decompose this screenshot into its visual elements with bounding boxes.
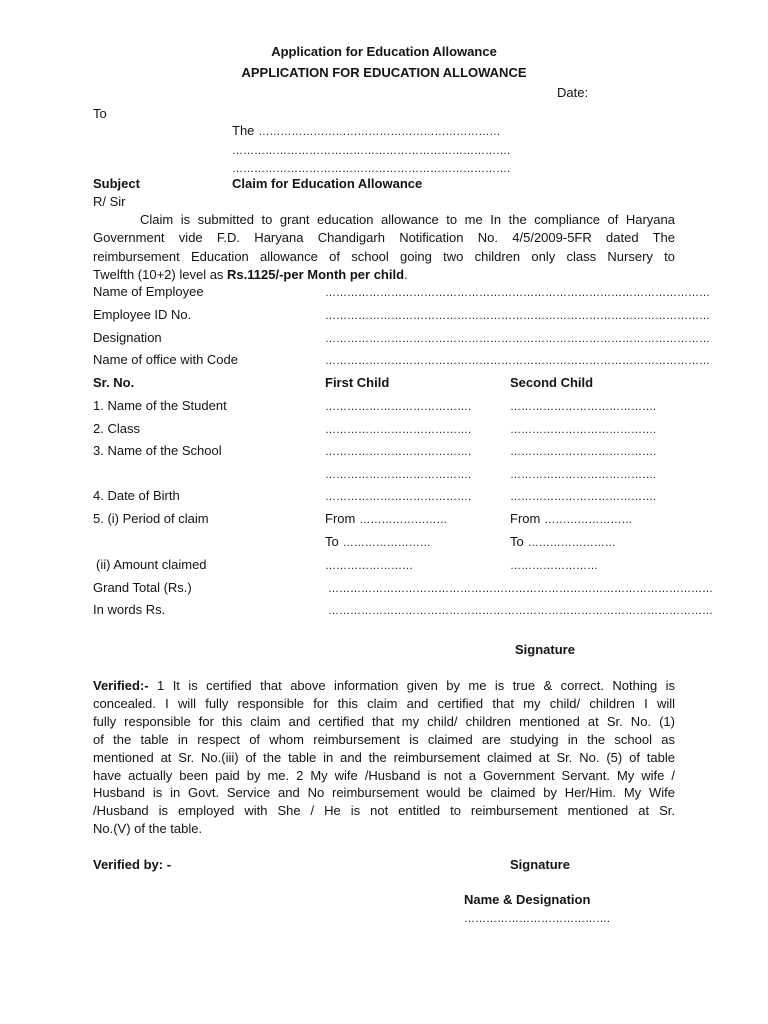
salutation: R/ Sir (93, 194, 126, 209)
first-child-fill (325, 487, 471, 506)
fill-dots: …………………………………. (325, 446, 472, 458)
row-label: 2. Class (93, 421, 140, 436)
to-label: To (510, 534, 524, 549)
fill-dots: …………………… (510, 560, 598, 572)
first-child-fill (325, 397, 471, 416)
row-label: 1. Name of the Student (93, 398, 227, 413)
fill-dots: …………………………………………………………………………………………… (328, 605, 713, 617)
address-line-2-fill: …………………………………………………………………. (232, 145, 511, 157)
name-designation-label: Name & Designation (464, 892, 591, 907)
address-line-2 (232, 141, 510, 160)
header-sr-no: Sr. No. (93, 375, 135, 390)
verification-line: mentioned at Sr. No.(iii) of the table in and the reimbursement claimed at Sr. No. (5) of table (93, 749, 675, 765)
second-child-fill (510, 465, 656, 484)
subject-label: Subject (93, 176, 140, 191)
field-label: Employee ID No. (93, 307, 192, 322)
student-name-row (0, 397, 768, 415)
first-child-from (325, 510, 447, 529)
fill-dots: …………………… (544, 514, 633, 526)
name-designation-fill (464, 909, 610, 928)
verifier-signature-label: Signature (510, 857, 570, 872)
second-child-from (510, 510, 632, 529)
office-code-row (0, 351, 768, 369)
grand-total-fill (328, 579, 713, 598)
grand-total-label: Grand Total (Rs.) (93, 580, 192, 595)
fill-dots: …………………… (359, 514, 448, 526)
to-label: To (325, 534, 339, 549)
words-row (0, 601, 768, 619)
words-fill (328, 601, 713, 620)
fill-dots: …………………………………. (325, 401, 472, 413)
dob-row (0, 487, 768, 505)
field-fill-dots: …………………………………………………………………………………………… (325, 355, 710, 367)
grand-total-row (0, 579, 768, 597)
amount-claimed-row (0, 556, 768, 574)
field-label: Designation (93, 330, 162, 345)
verification-line: have actually been paid by me. 2 My wife /Husband is not a Government Servant. My wife / (93, 767, 675, 783)
fill-dots: …………………………………. (510, 401, 657, 413)
second-child-fill (510, 487, 656, 506)
second-child-fill (510, 556, 598, 575)
designation-row (0, 329, 768, 347)
employee-id-row (0, 306, 768, 324)
field-label: Name of Employee (93, 284, 204, 299)
address-line-1-fill: ………………………………………………………… (258, 126, 501, 138)
field-fill (325, 329, 710, 348)
date-label: Date: (557, 85, 589, 100)
body-line: Claim is submitted to grant education allowance to me In the compliance of Haryana (140, 212, 675, 227)
second-child-fill (510, 397, 656, 416)
row-label: 3. Name of the School (93, 443, 222, 458)
to-label: To (93, 106, 107, 121)
fill-dots: …………………… (527, 537, 616, 549)
fill-dots: …………………………………. (510, 446, 657, 458)
field-label: Name of office with Code (93, 352, 238, 367)
verification-text: 1 It is certified that above information given by me is true & correct. Nothing is (157, 678, 675, 693)
row-label: 5. (i) Period of claim (93, 511, 209, 526)
document-title: Application for Education Allowance (271, 44, 497, 59)
applicant-signature-label: Signature (515, 642, 575, 657)
words-label: In words Rs. (93, 602, 166, 617)
verification-paragraph (93, 677, 675, 838)
body-last-suffix: . (404, 266, 408, 282)
row-label: 4. Date of Birth (93, 488, 180, 503)
period-to-row (0, 533, 768, 551)
field-fill-dots: …………………………………………………………………………………………… (325, 287, 710, 299)
header-first-child: First Child (325, 375, 390, 390)
document-title-caps: APPLICATION FOR EDUCATION ALLOWANCE (241, 65, 527, 80)
period-from-row (0, 510, 768, 528)
fill-dots: …………………………………. (325, 424, 472, 436)
fill-dots: …………………………………. (510, 469, 657, 481)
from-label: From (325, 511, 356, 526)
body-paragraph (93, 211, 675, 284)
first-child-fill (325, 465, 471, 484)
second-child-to (510, 533, 616, 552)
field-fill (325, 351, 710, 370)
field-fill-dots: …………………………………………………………………………………………… (325, 310, 710, 322)
address-line-1-label: The (232, 123, 255, 138)
class-row (0, 420, 768, 438)
verified-label: Verified:- (93, 678, 149, 693)
employee-name-row (0, 283, 768, 301)
fill-dots: …………………………………. (325, 491, 472, 503)
header-second-child: Second Child (510, 375, 594, 390)
fill-dots: …………………………………. (510, 491, 657, 503)
verification-line: fully responsible for this claim and certified that my child/ children mentioned at Sr. No. (1) (93, 713, 675, 729)
verification-line (93, 677, 675, 695)
body-line-last (93, 266, 675, 284)
allowance-amount: Rs.1125/-per Month per child (227, 266, 405, 282)
first-child-fill (325, 556, 413, 575)
second-child-fill (510, 442, 656, 461)
fill-dots: …………………………………………………………………………………………… (328, 583, 713, 595)
verified-by-label: Verified by: - (93, 857, 172, 872)
address-line-1 (232, 122, 500, 141)
address-line-3-fill: …………………………………………………………………. (232, 163, 511, 175)
first-child-fill (325, 420, 471, 439)
from-label: From (510, 511, 541, 526)
first-child-to (325, 533, 431, 552)
verification-line: of the table in respect of whom reimbursement is claimed are studying in the school as (93, 731, 675, 747)
fill-dots: …………………………………. (464, 913, 611, 925)
body-line: Government vide F.D. Haryana Chandigarh Notification No. 4/5/2009-5FR dated The (93, 230, 675, 246)
second-child-fill (510, 420, 656, 439)
field-fill-dots: …………………………………………………………………………………………… (325, 333, 710, 345)
field-fill (325, 283, 710, 302)
fill-dots: …………………………………. (325, 469, 472, 481)
fill-dots: …………………………………. (510, 424, 657, 436)
row-label: (ii) Amount claimed (96, 557, 207, 572)
fill-dots: …………………… (342, 537, 431, 549)
verification-line: concealed. I will fully responsible for this claim and certified that my child/ children I will (93, 695, 675, 711)
fill-dots: …………………… (325, 560, 413, 572)
verification-line: /Husband is employed with She / He is not entitled to reimbursement mentioned at Sr. (93, 803, 675, 819)
field-fill (325, 306, 710, 325)
claim-table-header (0, 374, 768, 392)
subject-text: Claim for Education Allowance (232, 176, 423, 191)
body-line: reimbursement Education allowance of school going two children only class Nursery to (93, 248, 675, 264)
body-last-prefix: Twelfth (10+2) level as (93, 266, 228, 282)
verification-line: Husband is in Govt. Service and No reimbursement would be claimed by Her/Him. My Wife (93, 785, 675, 801)
first-child-fill (325, 442, 471, 461)
verification-line-last: No.(V) of the table. (93, 821, 203, 837)
school-row (0, 442, 768, 460)
school-row-continued (0, 465, 768, 483)
